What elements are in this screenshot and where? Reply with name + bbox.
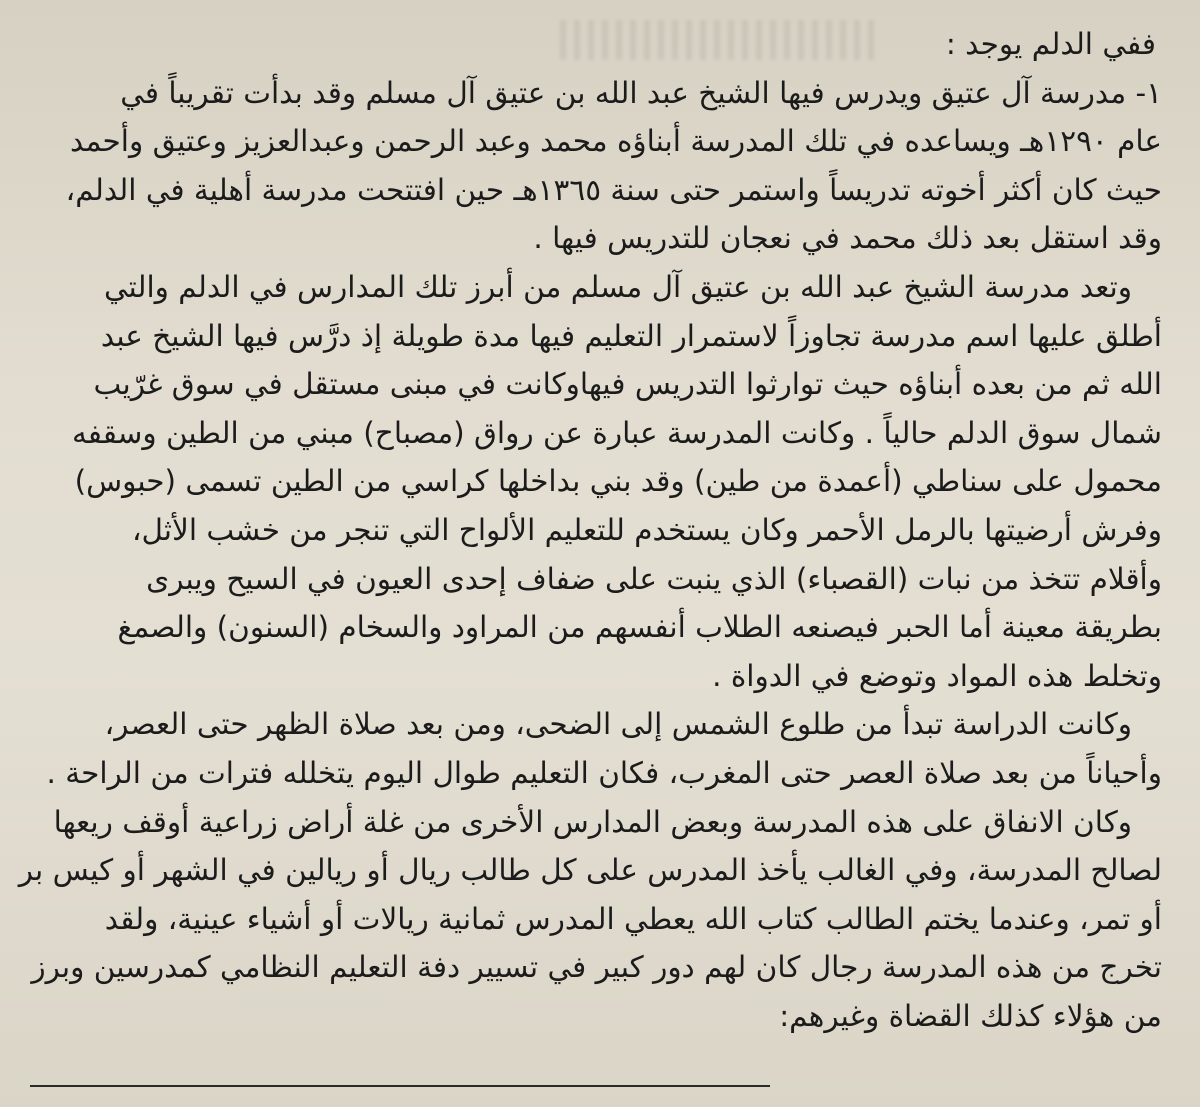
text-line: وتعد مدرسة الشيخ عبد الله بن عتيق آل مسلم من أبرز تلك المدارس في الدلم والتي [103, 269, 1132, 304]
text-line: أطلق عليها اسم مدرسة تجاوزاً لاستمرار التعليم فيها مدة طويلة إذ درَّس فيها الشيخ عبد [100, 318, 1162, 353]
body-text [12, 20, 1162, 1040]
text-line: محمول على سناطي (أعمدة من طين) وقد بني بداخلها كراسي من الطين تسمى (حبوس) [74, 464, 1162, 499]
text-line: وفرش أرضيتها بالرمل الأحمر وكان يستخدم للتعليم الألواح التي تنجر من خشب الأثل، [131, 512, 1162, 547]
text-line: وأحياناً من بعد صلاة العصر حتى المغرب، فكان التعليم طوال اليوم يتخلله فترات من الراحة . [46, 755, 1162, 790]
text-line: أو تمر، وعندما يختم الطالب كتاب الله يعطي المدرس ثمانية ريالات أو أشياء عينية، ولقد [104, 901, 1162, 936]
text-line: عام ١٢٩٠هـ ويساعده في تلك المدرسة أبناؤه محمد وعبد الرحمن وعبدالعزيز وعتيق وأحمد [69, 124, 1162, 159]
text-line: حيث كان أكثر أخوته تدريساً واستمر حتى سنة ١٣٦٥هـ حين افتتحت مدرسة أهلية في الدلم، [65, 172, 1162, 207]
text-line: ١- مدرسة آل عتيق ويدرس فيها الشيخ عبد الله بن عتيق آل مسلم وقد بدأت تقريباً في [120, 75, 1162, 110]
text-line: وكانت الدراسة تبدأ من طلوع الشمس إلى الضحى، ومن بعد صلاة الظهر حتى العصر، [104, 707, 1132, 742]
text-line: شمال سوق الدلم حالياً . وكانت المدرسة عبارة عن رواق (مصباح) مبني من الطين وسقفه [71, 415, 1162, 450]
footnote-separator [30, 1085, 770, 1087]
text-line: وأقلام تتخذ من نبات (القصباء) الذي ينبت على ضفاف إحدى العيون في السيح ويبرى [146, 561, 1162, 596]
text-line: وقد استقل بعد ذلك محمد في نعجان للتدريس فيها . [533, 221, 1162, 256]
text-line: بطريقة معينة أما الحبر فيصنعه الطلاب أنفسهم من المراود والسخام (السنون) والصمغ [117, 610, 1162, 645]
text-line: من هؤلاء كذلك القضاة وغيرهم: [779, 998, 1162, 1033]
text-line: وتخلط هذه المواد وتوضع في الدواة . [712, 658, 1162, 693]
text-line: تخرج من هذه المدرسة رجال كان لهم دور كبير في تسيير دفة التعليم النظامي كمدرسين وبرز [31, 950, 1162, 985]
text-line: وكان الانفاق على هذه المدرسة وبعض المدارس الأخرى من غلة أراض زراعية أوقف ريعها [53, 804, 1132, 839]
text-line: الله ثم من بعده أبناؤه حيث توارثوا التدريس فيهاوكانت في مبنى مستقل في سوق غرّيب [93, 367, 1162, 402]
text-line: لصالح المدرسة، وفي الغالب يأخذ المدرس على كل طالب ريال أو ريالين في الشهر أو كيس بر [18, 853, 1162, 888]
text-line-intro: ففي الدلم يوجد : [945, 27, 1156, 61]
